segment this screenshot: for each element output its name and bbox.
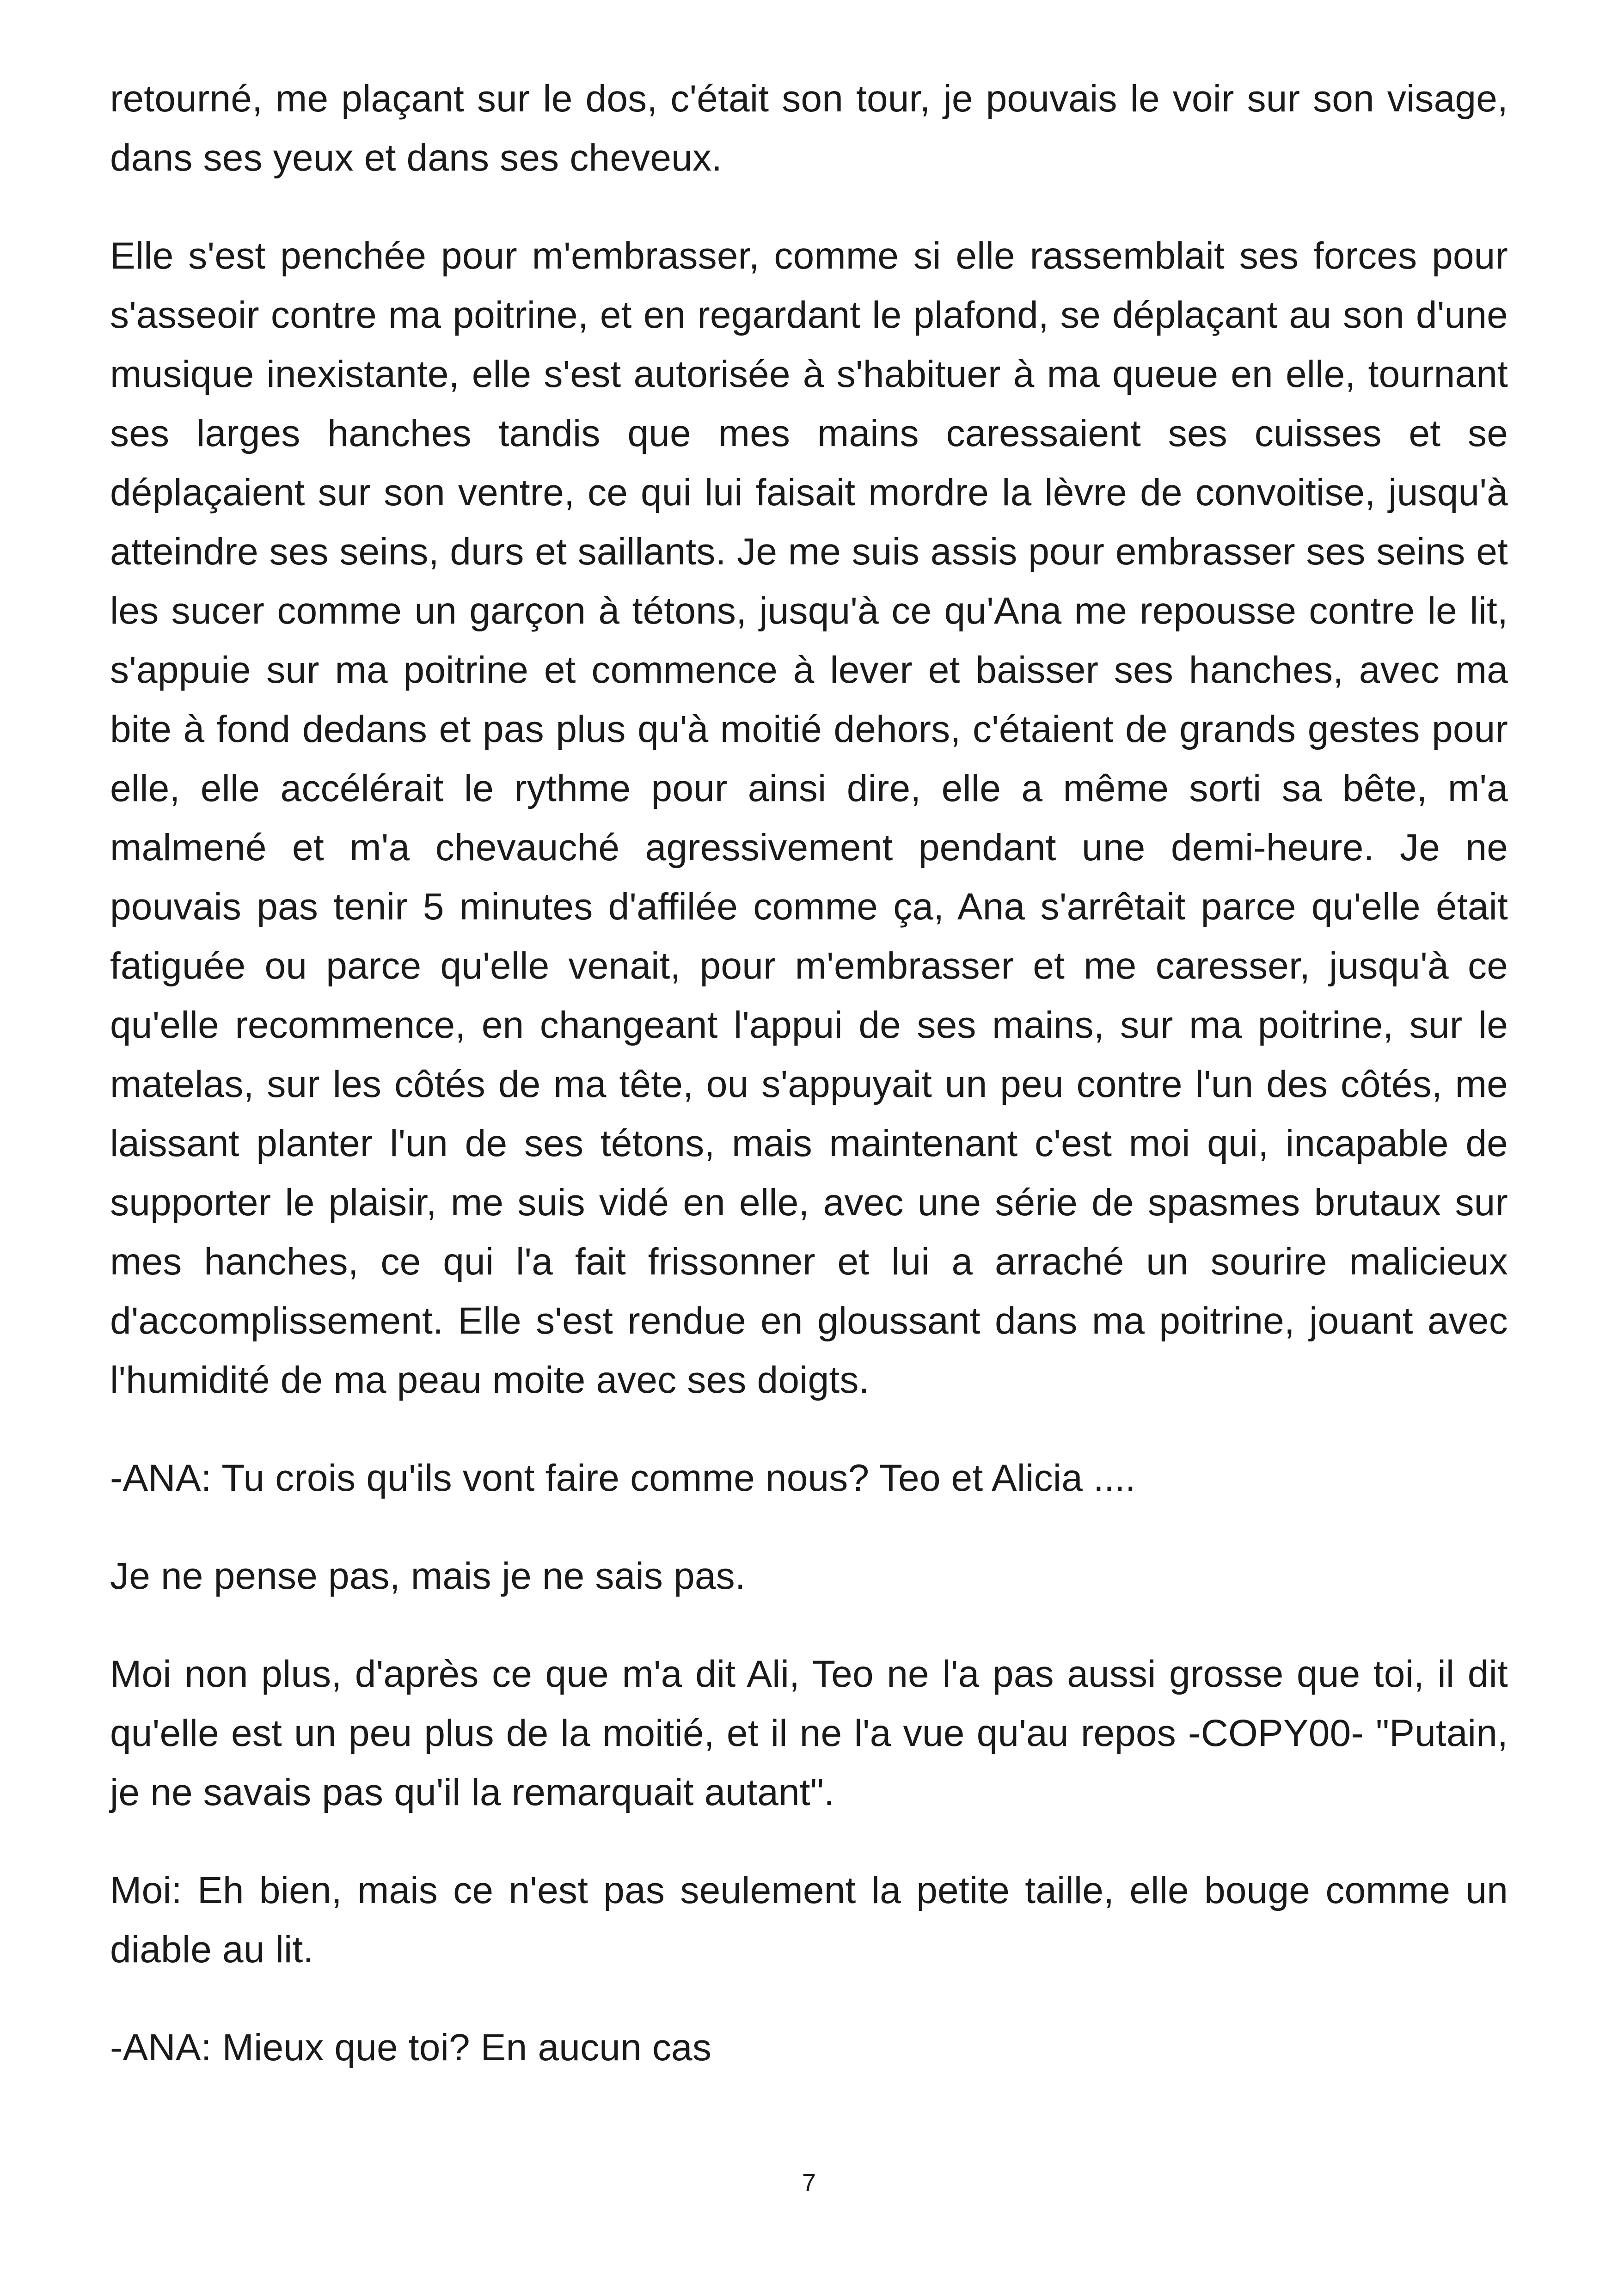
paragraph: Elle s'est penchée pour m'embrasser, comme si elle rassemblait ses forces pour s'asseoir contre ma poitrine, et en regardant le plafond, se déplaçant au son d'une musique inexistante, elle s'est autorisée à s'habituer à ma queue en elle, tournant ses larges hanches tandis que mes mains caressaient ses cuisses et se déplaçaient sur son ventre, ce qui lui faisait mordre la lèvre de convoitise, jusqu'à atteindre ses seins, durs et saillants. Je me suis assis pour embrasser ses seins et les sucer comme un garçon à tétons, jusqu'à ce qu'Ana me repousse contre le lit, s'appuie sur ma poitrine et commence à lever et baisser ses hanches, avec ma bite à fond dedans et pas plus qu'à moitié dehors, c'étaient de grands gestes pour elle, elle accélérait le rythme pour ainsi dire, elle a même sorti sa bête, m'a malmené et m'a chevauché agressivement pendant une demi-heure. Je ne pouvais pas tenir 5 minutes d'affilée comme ça, Ana s'arrêtait parce qu'elle était fatiguée ou parce qu'elle venait, pour m'embrasser et me caresser, jusqu'à ce qu'elle recommence, en changeant l'appui de ses mains, sur ma poitrine, sur le matelas, sur les côtés de ma tête, ou s'appuyait un peu contre l'un des côtés, me laissant planter l'un de ses tétons, mais maintenant c'est moi qui, incapable de supporter le plaisir, me suis vidé en elle, avec une série de spasmes brutaux sur mes hanches, ce qui l'a fait frissonner et lui a arraché un sourire malicieux d'accomplissement. Elle s'est rendue en gloussant dans ma poitrine, jouant avec l'humidité de ma peau moite avec ses doigts. (110, 235, 1508, 1401)
dialogue-line: -ANA: Mieux que toi? En aucun cas (110, 2027, 712, 2069)
page-number: 7 (802, 2169, 816, 2197)
dialogue-line: Moi: Eh bien, mais ce n'est pas seulement la petite taille, elle bouge comme un diable au lit. (110, 1869, 1508, 1971)
paragraph: Moi non plus, d'après ce que m'a dit Ali, Teo ne l'a pas aussi grosse que toi, il dit qu'elle est un peu plus de la moitié, et il ne l'a vue qu'au repos -COPY00- "Putain, je ne savais pas qu'il la remarquait autant". (110, 1653, 1508, 1813)
dialogue-line: -ANA: Tu crois qu'ils vont faire comme nous? Teo et Alicia .... (110, 1457, 1136, 1499)
dialogue-line: Je ne pense pas, mais je ne sais pas. (110, 1555, 746, 1597)
paragraph: retourné, me plaçant sur le dos, c'était son tour, je pouvais le voir sur son visage, dans ses yeux et dans ses cheveux. (110, 78, 1508, 179)
page-body (110, 69, 1508, 2077)
